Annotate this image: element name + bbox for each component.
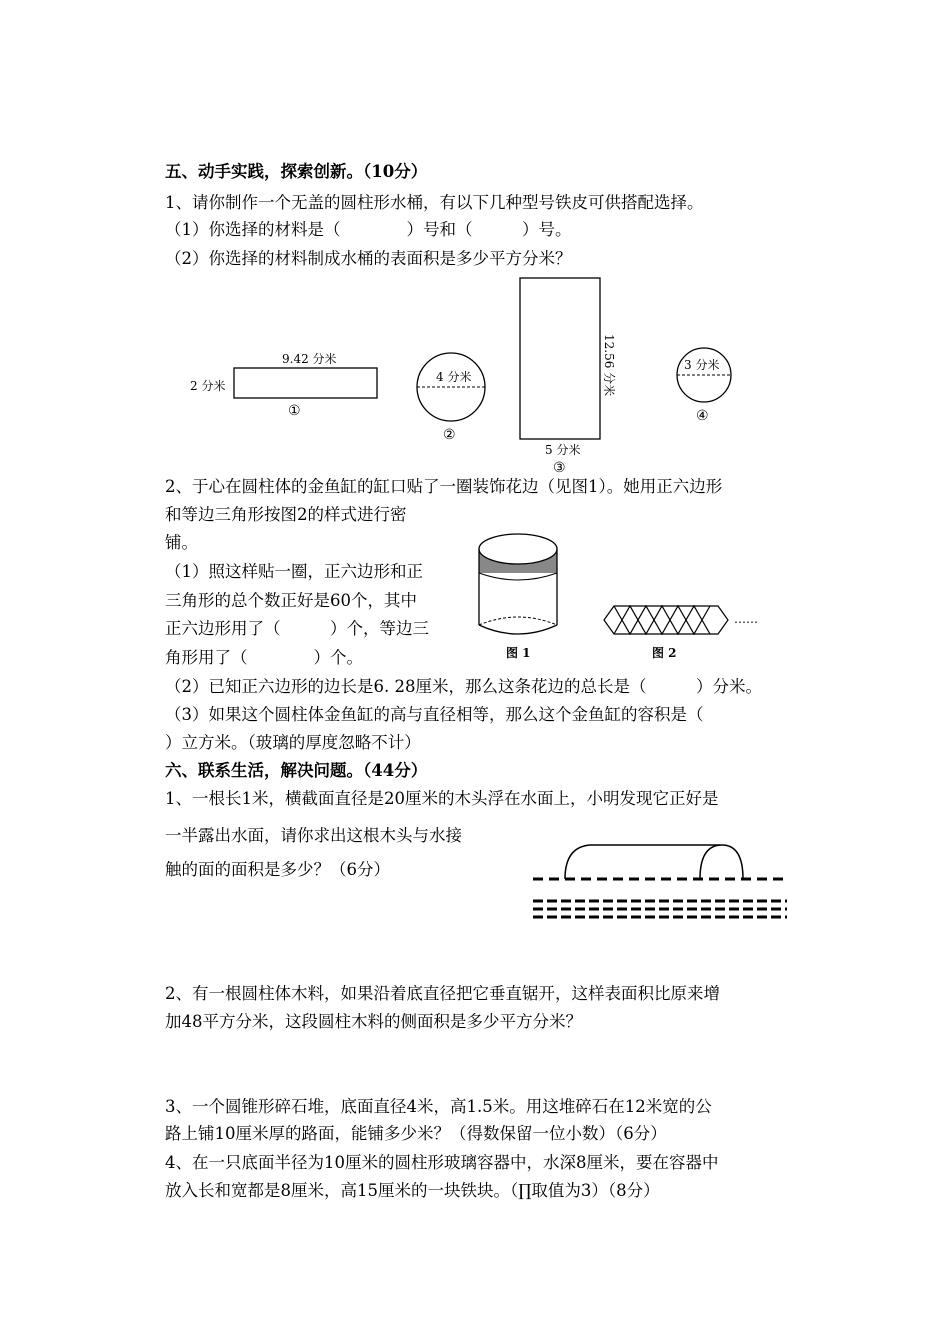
section5-heading: 五、动手实践，探索创新。（10分） (165, 162, 428, 181)
s5-q2-line4: （1）照这样贴一圈，正六边形和正 (165, 562, 423, 581)
sheet-1-number: ① (288, 403, 301, 419)
hexagon-triangle-strip (604, 606, 728, 634)
s5-q2-line5: 三角形的总个数正好是60个，其中 (165, 591, 417, 610)
sheet-3-width: 5 分米 (545, 443, 581, 457)
s5-q1-stem: 1、请你制作一个无盖的圆柱形水桶，有以下几种型号铁皮可供搭配选择。 (165, 193, 704, 212)
s5-q2-line8: （2）已知正六边形的边长是6. 28厘米，那么这条花边的总长是（ ）分米。 (165, 677, 762, 696)
sheet-3-rect (520, 278, 600, 439)
sheet-1-length: 9.42 分米 (282, 352, 337, 366)
floating-log (565, 845, 743, 879)
fish-tank-figures (470, 525, 770, 665)
s5-q2-line7: 角形用了（ ）个。 (165, 648, 363, 667)
s5-q2-line3: 铺。 (165, 533, 198, 552)
strip-continuation: …… (734, 612, 758, 626)
s6-q1-line3: 触的面的面积是多少？（6分） (165, 860, 390, 879)
sheet-3-number: ③ (553, 460, 566, 476)
section6-heading: 六、联系生活，解决问题。（44分） (165, 761, 428, 780)
iron-sheet-figure (180, 272, 760, 477)
s6-q4-line1: 4、在一只底面半径为10厘米的圆柱形玻璃容器中，水深8厘米，要在容器中 (165, 1153, 719, 1172)
s6-q3-line2: 路上铺10厘米厚的路面，能铺多少米？（得数保留一位小数）（6分） (165, 1124, 667, 1143)
s6-q2-line2: 加48平方分米，这段圆柱木料的侧面积是多少平方分米？ (165, 1012, 582, 1031)
s5-q2-line2: 和等边三角形按图2的样式进行密 (165, 505, 407, 524)
s6-q3-line1: 3、一个圆锥形碎石堆，底面直径4米，高1.5米。用这堆碎石在12米宽的公 (165, 1097, 712, 1116)
s5-q1-part2: （2）你选择的材料制成水桶的表面积是多少平方分米？ (165, 249, 572, 268)
s5-q1-part1: （1）你选择的材料是（ ）号和（ ）号。 (165, 220, 572, 239)
figure-2-label: 图 2 (652, 646, 677, 660)
sheet-4-number: ④ (696, 408, 709, 424)
fish-tank-cylinder (479, 534, 557, 634)
sheet-2-number: ② (443, 427, 456, 443)
figure-1-label: 图 1 (506, 646, 531, 660)
floating-log-figure (525, 835, 795, 925)
sheet-1-width: 2 分米 (190, 379, 226, 393)
s5-q2-line10: ）立方米。（玻璃的厚度忽略不计） (165, 733, 421, 752)
s6-q2-line1: 2、有一根圆柱体木料，如果沿着底直径把它垂直锯开，这样表面积比原来增 (165, 984, 720, 1003)
s6-q1-line1: 1、一根长1米，横截面直径是20厘米的木头浮在水面上，小明发现它正好是 (165, 789, 719, 808)
s6-q4-line2: 放入长和宽都是8厘米，高15厘米的一块铁块。（∏取值为3）（8分） (165, 1181, 660, 1200)
s5-q2-line1: 2、于心在圆柱体的金鱼缸的缸口贴了一圈装饰花边（见图1）。她用正六边形 (165, 477, 723, 496)
s5-q2-line9: （3）如果这个圆柱体金鱼缸的高与直径相等，那么这个金鱼缸的容积是（ (165, 705, 704, 724)
sheet-3-length: 12.56 分米 (602, 334, 616, 397)
s6-q1-line2: 一半露出水面，请你求出这根木头与水接 (165, 826, 462, 845)
sheet-1-rect (234, 368, 377, 398)
s5-q2-line6: 正六边形用了（ ）个，等边三 (165, 619, 429, 638)
water-surface-lines (533, 879, 787, 917)
sheet-2-diameter-label: 4 分米 (436, 370, 472, 384)
sheet-4-diameter-label: 3 分米 (684, 358, 720, 372)
